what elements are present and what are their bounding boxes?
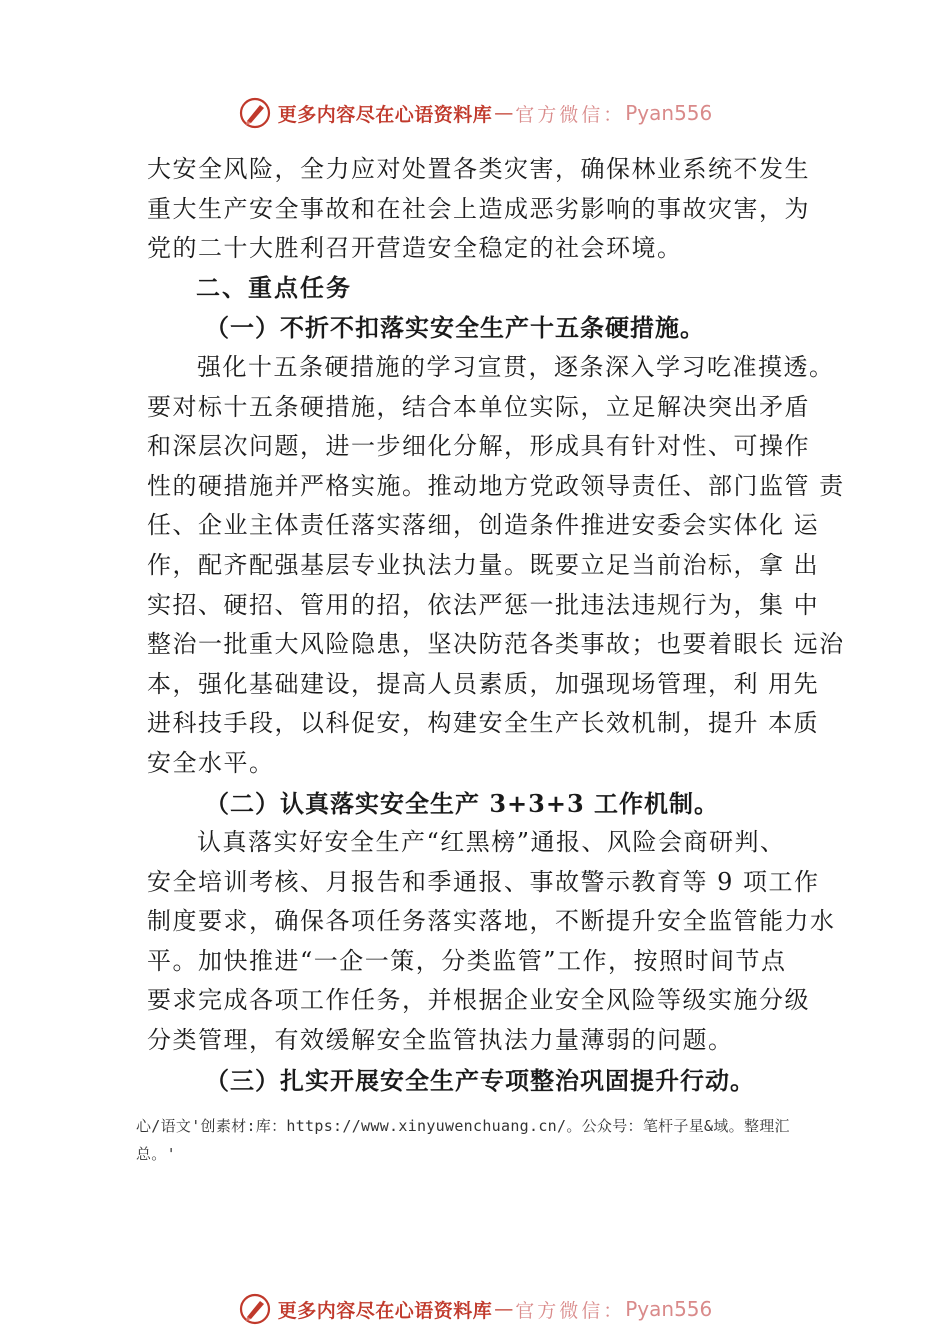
paragraph-line: 实招、硬招、管用的招，依法严惩一批违法违规行为，集 中 [147,590,820,619]
paragraph-line: 党的二十大胜利召开营造安全稳定的社会环境。 [147,234,683,263]
paragraph-line: 整治一批重大风险隐患，坚决防范各类事故；也要着眼长 远治 [147,630,845,659]
paragraph-line: 平。加快推进“一企一策，分类监管”工作，按照时间节点 [147,946,787,975]
paragraph-line: 要求完成各项工作任务，并根据企业安全风险等级实施分级 [147,986,810,1015]
pen-logo-icon [238,96,272,130]
pen-logo-icon [238,1292,272,1326]
subsection-heading: （二）认真落实安全生产 3+3+3 工作机制。 [205,788,720,818]
banner-main-text: 更多内容尽在心语资料库 [277,1299,493,1322]
banner-separator: — [494,102,514,124]
top-banner [0,93,950,133]
banner-separator: — [494,1298,514,1320]
banner-wechat-id: Pyan556 [625,1297,713,1321]
document-body [147,150,845,1100]
paragraph-line: 性的硬措施并严格实施。推动地方党政领导责任、部门监管 责 [147,471,845,500]
paragraph-line: 分类管理，有效缓解安全监管执法力量薄弱的问题。 [147,1026,734,1055]
paragraph-line: 大安全风险，全力应对处置各类灾害，确保林业系统不发生 [147,155,810,183]
paragraph-line: 作，配齐配强基层专业执法力量。既要立足当前治标，拿 出 [147,550,820,579]
banner-sub-text: 官方微信： [515,1299,626,1322]
banner-wechat-id: Pyan556 [625,101,713,125]
paragraph-line: 要对标十五条硬措施，结合本单位实际，立足解决突出矛盾 [147,392,810,421]
paragraph-line: 认真落实好安全生产“红黑榜”通报、风险会商研判、 [197,828,786,857]
paragraph-line: 安全培训考核、月报告和季通报、事故警示教育等 9 项工作 [147,867,820,896]
banner-main-text: 更多内容尽在心语资料库 [277,103,493,126]
paragraph-line: 重大生产安全事故和在社会上造成恶劣影响的事故灾害，为 [147,194,810,223]
paragraph-line: 制度要求，确保各项任务落实落地，不断提升安全监管能力水 [147,907,836,936]
bottom-banner [0,1289,950,1329]
subsection-heading: （一）不折不扣落实安全生产十五条硬措施。 [205,313,705,343]
paragraph-line: 安全水平。 [147,748,275,777]
subsection-heading: （三）扎实开展安全生产专项整治巩固提升行动。 [205,1065,755,1095]
banner-sub-text: 官方微信： [515,103,626,126]
paragraph-line: 本，强化基础建设，提高人员素质，加强现场管理，利 用先 [147,669,820,698]
paragraph-line: 进科技手段，以科促安，构建安全生产长效机制，提升 本质 [147,709,820,738]
paragraph-line: 任、企业主体责任落实落细，创造条件推进安委会实体化 运 [147,511,820,540]
section-heading: 二、重点任务 [196,273,352,302]
paragraph-line: 强化十五条硬措施的学习宣贯，逐条深入学习吃准摸透。 [197,352,835,381]
paragraph-line: 和深层次问题，进一步细化分解，形成具有针对性、可操作 [147,432,810,461]
source-note: 心/语文'创素材:库：https://www.xinyuwenchuang.cn/。公众号：笔杆子星&域。整理汇总。' [136,1117,790,1163]
